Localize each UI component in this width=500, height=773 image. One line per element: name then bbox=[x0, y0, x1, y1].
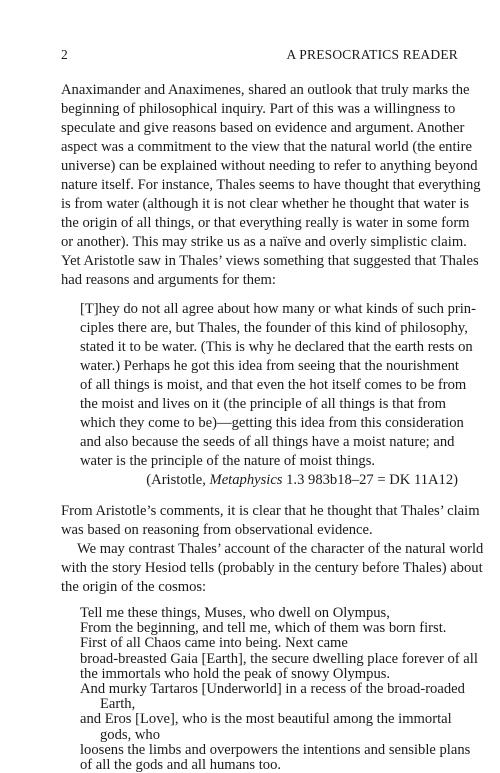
citation-prefix: (Aristotle, bbox=[146, 472, 210, 488]
text-line: We may contrast Thales’ account of the character of the natural world bbox=[77, 541, 484, 557]
verse-line: loosens the limbs and overpowers the intentions and sensible plans bbox=[80, 741, 471, 758]
text-line: beginning of philosophical inquiry. Part of this was a willingness to bbox=[61, 101, 456, 117]
verse-line: gods, who bbox=[100, 726, 160, 743]
verse-line: Earth, bbox=[100, 696, 136, 713]
verse-line: broad-breasted Gaia [Earth], the secure dwelling place forever of all bbox=[80, 650, 478, 667]
text-line: Anaximander and Anaximenes, shared an outlook that truly marks the bbox=[61, 82, 470, 98]
text-line: or another). This may strike us as a naïve and overly simplistic claim. bbox=[61, 234, 467, 250]
text-line: the origin of the cosmos: bbox=[61, 579, 207, 595]
quote-line: stated it to be water. (This is why he declared that the earth rests on bbox=[80, 339, 473, 355]
verse-line: of all the gods and all humans too. bbox=[80, 757, 282, 773]
page-number: 2 bbox=[61, 47, 68, 62]
text-line: From Aristotle’s comments, it is clear that he thought that Thales’ claim bbox=[61, 503, 480, 519]
quote-line: which they come to be)—getting this idea from this consideration bbox=[80, 415, 464, 431]
text-line: aspect was a commitment to the view that the natural world (the entire bbox=[61, 139, 472, 155]
text-line: speculate and give reasons based on evidence and argument. Another bbox=[61, 120, 465, 136]
quote-line: and also because the seeds of all things have a moist nature; and bbox=[80, 434, 455, 450]
text-line: had reasons and arguments for them: bbox=[61, 272, 276, 288]
quote-line: water.) Perhaps he got this idea from seeing that the nourishment bbox=[80, 358, 459, 374]
verse-line: Tell me these things, Muses, who dwell on Olympus, bbox=[80, 605, 390, 621]
running-title: A PRESOCRATICS READER bbox=[286, 47, 458, 62]
verse-line: And murky Tartaros [Underworld] in a recess of the broad-roaded bbox=[80, 681, 465, 697]
quote-line: water is the principle of the nature of moist things. bbox=[80, 453, 376, 469]
text-line: Yet Aristotle saw in Thales’ views something that suggested that Thales bbox=[61, 253, 479, 269]
verse-line: From the beginning, and tell me, which of them was born first. bbox=[80, 620, 447, 637]
quote-line: [T]hey do not all agree about how many or what kinds of such prin- bbox=[80, 301, 476, 317]
quote-line: the moist and lives on it (the principle of all things is that from bbox=[80, 396, 446, 412]
text-line: with the story Hesiod tells (probably in the century before Thales) about bbox=[61, 560, 483, 576]
text-line: is from water (although it is not clear whether he thought that water is bbox=[61, 196, 470, 212]
citation-suffix: 1.3 983b18–27 = DK 11A12) bbox=[282, 472, 458, 488]
running-header bbox=[61, 45, 458, 65]
verse-line: and Eros [Love], who is the most beautiful among the immortal bbox=[80, 711, 452, 728]
quote-line: of all things is moist, and that even the hot itself comes to be from bbox=[80, 377, 467, 393]
verse-line: the immortals who hold the peak of snowy Olympus. bbox=[80, 665, 391, 682]
quote-citation bbox=[146, 471, 458, 490]
text-line: universe) can be explained without needing to refer to anything beyond bbox=[61, 158, 478, 174]
text-line: nature itself. For instance, Thales seems to have thought that everything bbox=[61, 177, 481, 193]
text-line: the origin of all things, or that everything really is water in some form bbox=[61, 215, 470, 231]
quote-line: ciples there are, but Thales, the founder of this kind of philosophy, bbox=[80, 320, 468, 336]
citation-work: Metaphysics bbox=[209, 472, 283, 488]
text-line: was based on reasoning from observational evidence. bbox=[61, 522, 373, 538]
verse-line: First of all Chaos came into being. Next came bbox=[80, 635, 348, 652]
